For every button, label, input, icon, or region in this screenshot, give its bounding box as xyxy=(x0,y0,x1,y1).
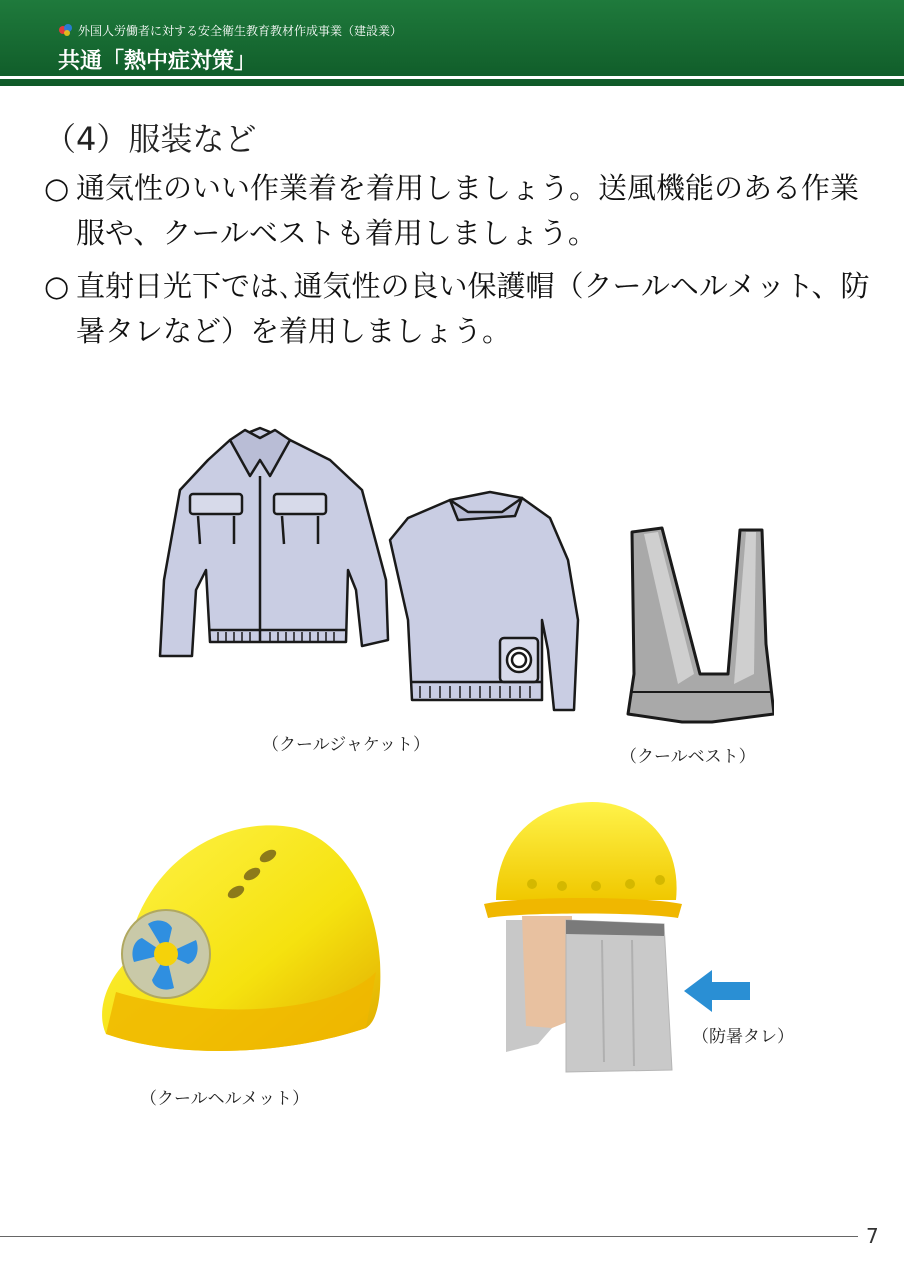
caption-cool-jacket: （クールジャケット） xyxy=(262,735,431,755)
section-title: （4）服装など xyxy=(44,120,257,158)
arrow-left-icon xyxy=(684,968,752,1014)
header-supertitle: 外国人労働者に対する安全衛生教育教材作成事業（建設業） xyxy=(78,24,403,38)
caption-cool-vest: （クールベスト） xyxy=(620,747,756,767)
bullet-item xyxy=(44,166,874,256)
project-logo-icon xyxy=(58,22,74,38)
header-title: 共通「熱中症対策」 xyxy=(58,49,257,74)
cool-helmet-illustration xyxy=(96,812,386,1068)
page-header xyxy=(0,0,904,86)
neck-shade-helmet-illustration xyxy=(482,800,682,1080)
caption-neck-shade: （防暑タレ） xyxy=(692,1027,794,1047)
bullet-text: 直射日光下では､通気性の良い保護帽（クールヘルメット、防暑タレなど）を着用しましょう。 xyxy=(76,269,870,348)
bullet-item xyxy=(44,264,874,354)
page-number: 7 xyxy=(866,1224,879,1248)
header-divider xyxy=(0,76,904,79)
cool-vest-illustration xyxy=(622,524,774,724)
cool-jacket-illustration xyxy=(150,420,582,725)
bullet-mark: ○ xyxy=(44,171,70,205)
bullet-text: 通気性のいい作業着を着用しましょう。送風機能のある作業服や、クールベストも着用しましょう。 xyxy=(76,171,860,250)
caption-cool-helmet: （クールヘルメット） xyxy=(140,1089,310,1109)
bullet-mark: ○ xyxy=(44,269,70,303)
footer-divider xyxy=(0,1236,858,1237)
